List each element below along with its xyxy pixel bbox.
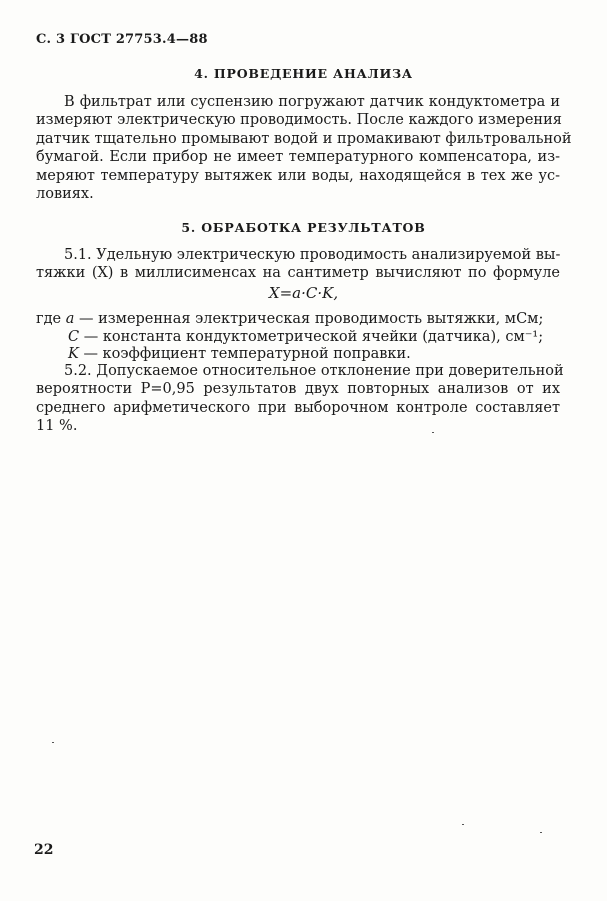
paragraph-5-2-line: среднего арифметического при выборочном контроле составляет — [36, 399, 560, 416]
legend-text: — коэффициент температурной поправки. — [78, 346, 411, 362]
formula-legend — [36, 311, 566, 364]
legend-row-a — [36, 311, 566, 329]
legend-text: — измеренная электрическая проводимость вытяжки, мСм; — [74, 311, 544, 327]
legend-symbol: C — [68, 328, 80, 345]
page-header: С. 3 ГОСТ 27753.4—88 — [36, 32, 208, 47]
page-number: 22 — [34, 842, 54, 858]
paragraph-5-2 — [36, 362, 564, 436]
paragraph-5-2-line: вероятности P=0,95 результатов двух повторных анализов от их — [36, 381, 560, 398]
legend-symbol: K — [68, 346, 79, 362]
formula: X=a·C·K, — [268, 284, 339, 302]
paragraph-5-1-line: 5.1. Удельную электрическую проводимость анализируемой вы- — [64, 247, 561, 263]
section-4-paragraph — [36, 93, 572, 203]
section-4-line: датчик тщательно промывают водой и промакивают фильтровальной — [36, 130, 572, 147]
section-4-line: измеряют электрическую проводимость. После каждого измерения — [36, 112, 562, 129]
scan-speck — [462, 824, 464, 825]
section-4-line: меряют температуру вытяжек или воды, находящейся в тех же ус- — [36, 167, 560, 184]
section-5-title: 5. ОБРАБОТКА РЕЗУЛЬТАТОВ — [181, 220, 426, 235]
paragraph-5-1-line: тяжки (X) в миллисименсах на сантиметр вычисляют по формуле — [36, 265, 560, 282]
legend-row-k — [36, 346, 566, 364]
scan-speck — [540, 832, 542, 833]
paragraph-5-2-line: 11 %. — [36, 418, 78, 435]
section-4-line: ловиях. — [36, 186, 94, 203]
scan-speck — [432, 432, 434, 433]
section-4-line: В фильтрат или суспензию погружают датчик кондуктометра и — [64, 94, 560, 110]
scan-speck — [52, 742, 54, 743]
legend-text: — константа кондуктометрической ячейки (датчика), см⁻¹; — [79, 328, 544, 345]
section-4-line: бумагой. Если прибор не имеет температурного компенсатора, из- — [36, 149, 560, 166]
section-4-title: 4. ПРОВЕДЕНИЕ АНАЛИЗА — [194, 66, 413, 81]
paragraph-5-2-line: 5.2. Допускаемое относительное отклонение при доверительной — [64, 363, 564, 379]
paragraph-5-1 — [36, 246, 560, 283]
legend-prefix: где — [36, 311, 66, 327]
legend-symbol: a — [65, 311, 75, 327]
legend-row-c — [36, 329, 566, 347]
